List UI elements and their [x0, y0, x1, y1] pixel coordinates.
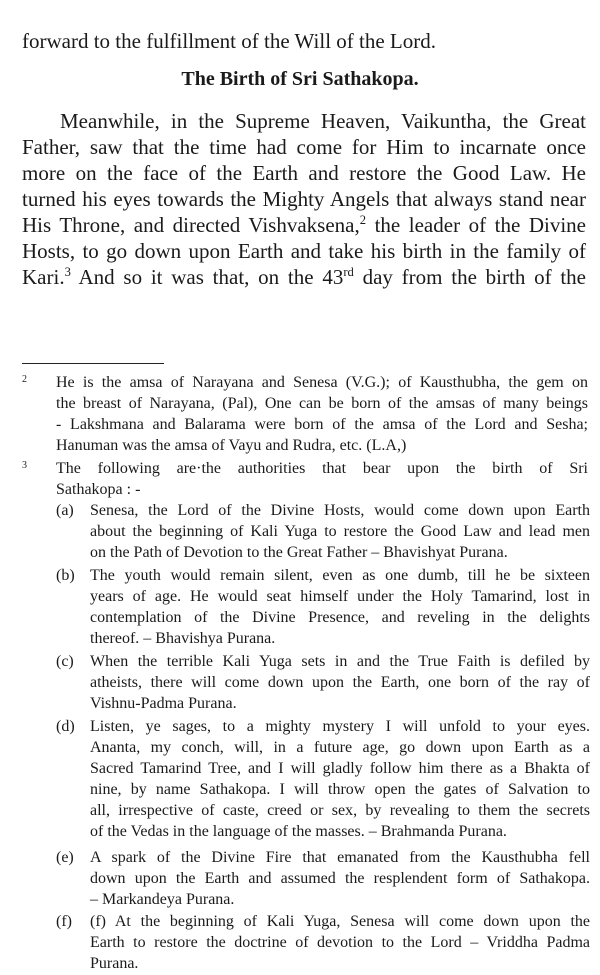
- ordinal-suffix: rd: [343, 265, 354, 279]
- item-line: The youth would remain silent, even as one dumb, till he be sixteen: [90, 567, 590, 584]
- footnote-line: Hanuman was the amsa of Vayu and Rudra, etc. (L.A,): [56, 437, 407, 454]
- item-line: When the terrible Kali Yuga sets in and the True Faith is defiled by: [90, 653, 590, 670]
- item-line: Listen, ye sages, to a mighty mystery I will unfold to your eyes.: [90, 718, 590, 735]
- item-line: Vishnu-Padma Purana.: [90, 695, 237, 712]
- item-line: on the Path of Devotion to the Great Father – Bhavishyat Purana.: [90, 544, 508, 561]
- paragraph-text: And so it was that, on the 43: [70, 265, 344, 289]
- item-line: about the beginning of Kali Yuga to restore the Good Law and lead men: [90, 523, 590, 540]
- footnote-number: 2: [22, 374, 27, 385]
- item-label: (f): [56, 913, 72, 930]
- footnote-body: [56, 458, 588, 500]
- paragraph-line: more on the face of the Earth and restore the Good Law. He: [22, 161, 586, 185]
- item-line: contemplation of the Divine Presence, and reveling in the delights: [90, 609, 590, 626]
- item-line: (f) At the beginning of Kali Yuga, Senesa will come down upon the: [90, 913, 590, 930]
- paragraph-line: Father, saw that the time had come for Him to incarnate once: [22, 135, 586, 159]
- footnote-body: [56, 372, 588, 456]
- item-line: atheists, there will come down upon the Earth, one born of the ray of: [90, 674, 590, 691]
- item-line: down upon the Earth and assumed the resplendent form of Sathakopa.: [90, 870, 590, 887]
- footnote-line: The following are·the authorities that bear upon the birth of Sri: [56, 460, 588, 477]
- item-text: [90, 500, 590, 563]
- item-line: nine, by name Sathakopa. I will throw open the gates of Salvation to: [90, 781, 590, 798]
- item-line: Ananta, my conch, will, in a future age, go down upon Earth as a: [90, 739, 590, 756]
- footnote-line: the breast of Narayana, (Pal), One can be born of the amsas of many beings: [56, 395, 588, 412]
- continuation-text: forward to the fulfillment of the Will of the Lord.: [22, 29, 436, 53]
- paragraph-line: turned his eyes towards the Mighty Angels that always stand near: [22, 187, 586, 211]
- item-text: [90, 565, 590, 649]
- item-text: [90, 847, 590, 910]
- paragraph-line: [22, 264, 586, 290]
- paragraph-text: His Throne, and directed Vishvaksena,: [22, 213, 360, 237]
- item-line: Senesa, the Lord of the Divine Hosts, would come down upon Earth: [90, 502, 590, 519]
- footnote-divider: [22, 363, 164, 364]
- item-label: (b): [56, 567, 75, 584]
- item-label: (a): [56, 502, 74, 519]
- section-heading: The Birth of Sri Sathakopa.: [181, 68, 419, 90]
- item-line: all, irrespective of caste, creed or sex, by revealing to them the secrets: [90, 802, 590, 819]
- footnote-ref-3: 3: [64, 265, 71, 279]
- item-text: [90, 911, 590, 974]
- footnote-line: He is the amsa of Narayana and Senesa (V.G.); of Kausthubha, the gem on: [56, 374, 588, 391]
- footnote-ref-2: 2: [359, 213, 367, 227]
- item-label: (e): [56, 849, 74, 866]
- item-text: [90, 651, 590, 714]
- item-line: – Markandeya Purana.: [90, 891, 235, 908]
- item-line: thereof. – Bhavishya Purana.: [90, 630, 276, 647]
- item-line: years of age. He would seat himself under the Holy Tamarind, lost in: [90, 588, 590, 605]
- item-label: (c): [56, 653, 74, 670]
- item-line: A spark of the Divine Fire that emanated from the Kausthubha fell: [90, 849, 590, 866]
- item-label: (d): [56, 718, 75, 735]
- footnote-line: Sathakopa : -: [56, 481, 141, 498]
- item-text: [90, 716, 590, 842]
- item-line: Earth to restore the doctrine of devotion to the Lord – Vriddha Padma: [90, 934, 590, 951]
- item-line: of the Vedas in the language of the masses. – Brahmanda Purana.: [90, 823, 507, 840]
- item-line: Sacred Tamarind Tree, and I will gladly follow him there as a Bhakta of: [90, 760, 590, 777]
- paragraph-line: Meanwhile, in the Supreme Heaven, Vaikuntha, the Great: [60, 109, 586, 133]
- paragraph-line: Hosts, to go down upon Earth and take his birth in the family of: [22, 239, 586, 263]
- paragraph-text: the leader of the Divine: [366, 213, 587, 237]
- item-line: Purana.: [90, 955, 139, 972]
- footnote-line: - Lakshmana and Balarama were born of the amsa of the Lord and Sesha;: [56, 416, 588, 433]
- footnote-number: 3: [22, 460, 27, 471]
- body-paragraph: [22, 108, 586, 290]
- paragraph-line: [22, 212, 586, 238]
- paragraph-text: day from the birth of the: [353, 265, 586, 289]
- paragraph-text: Kari.: [22, 265, 65, 289]
